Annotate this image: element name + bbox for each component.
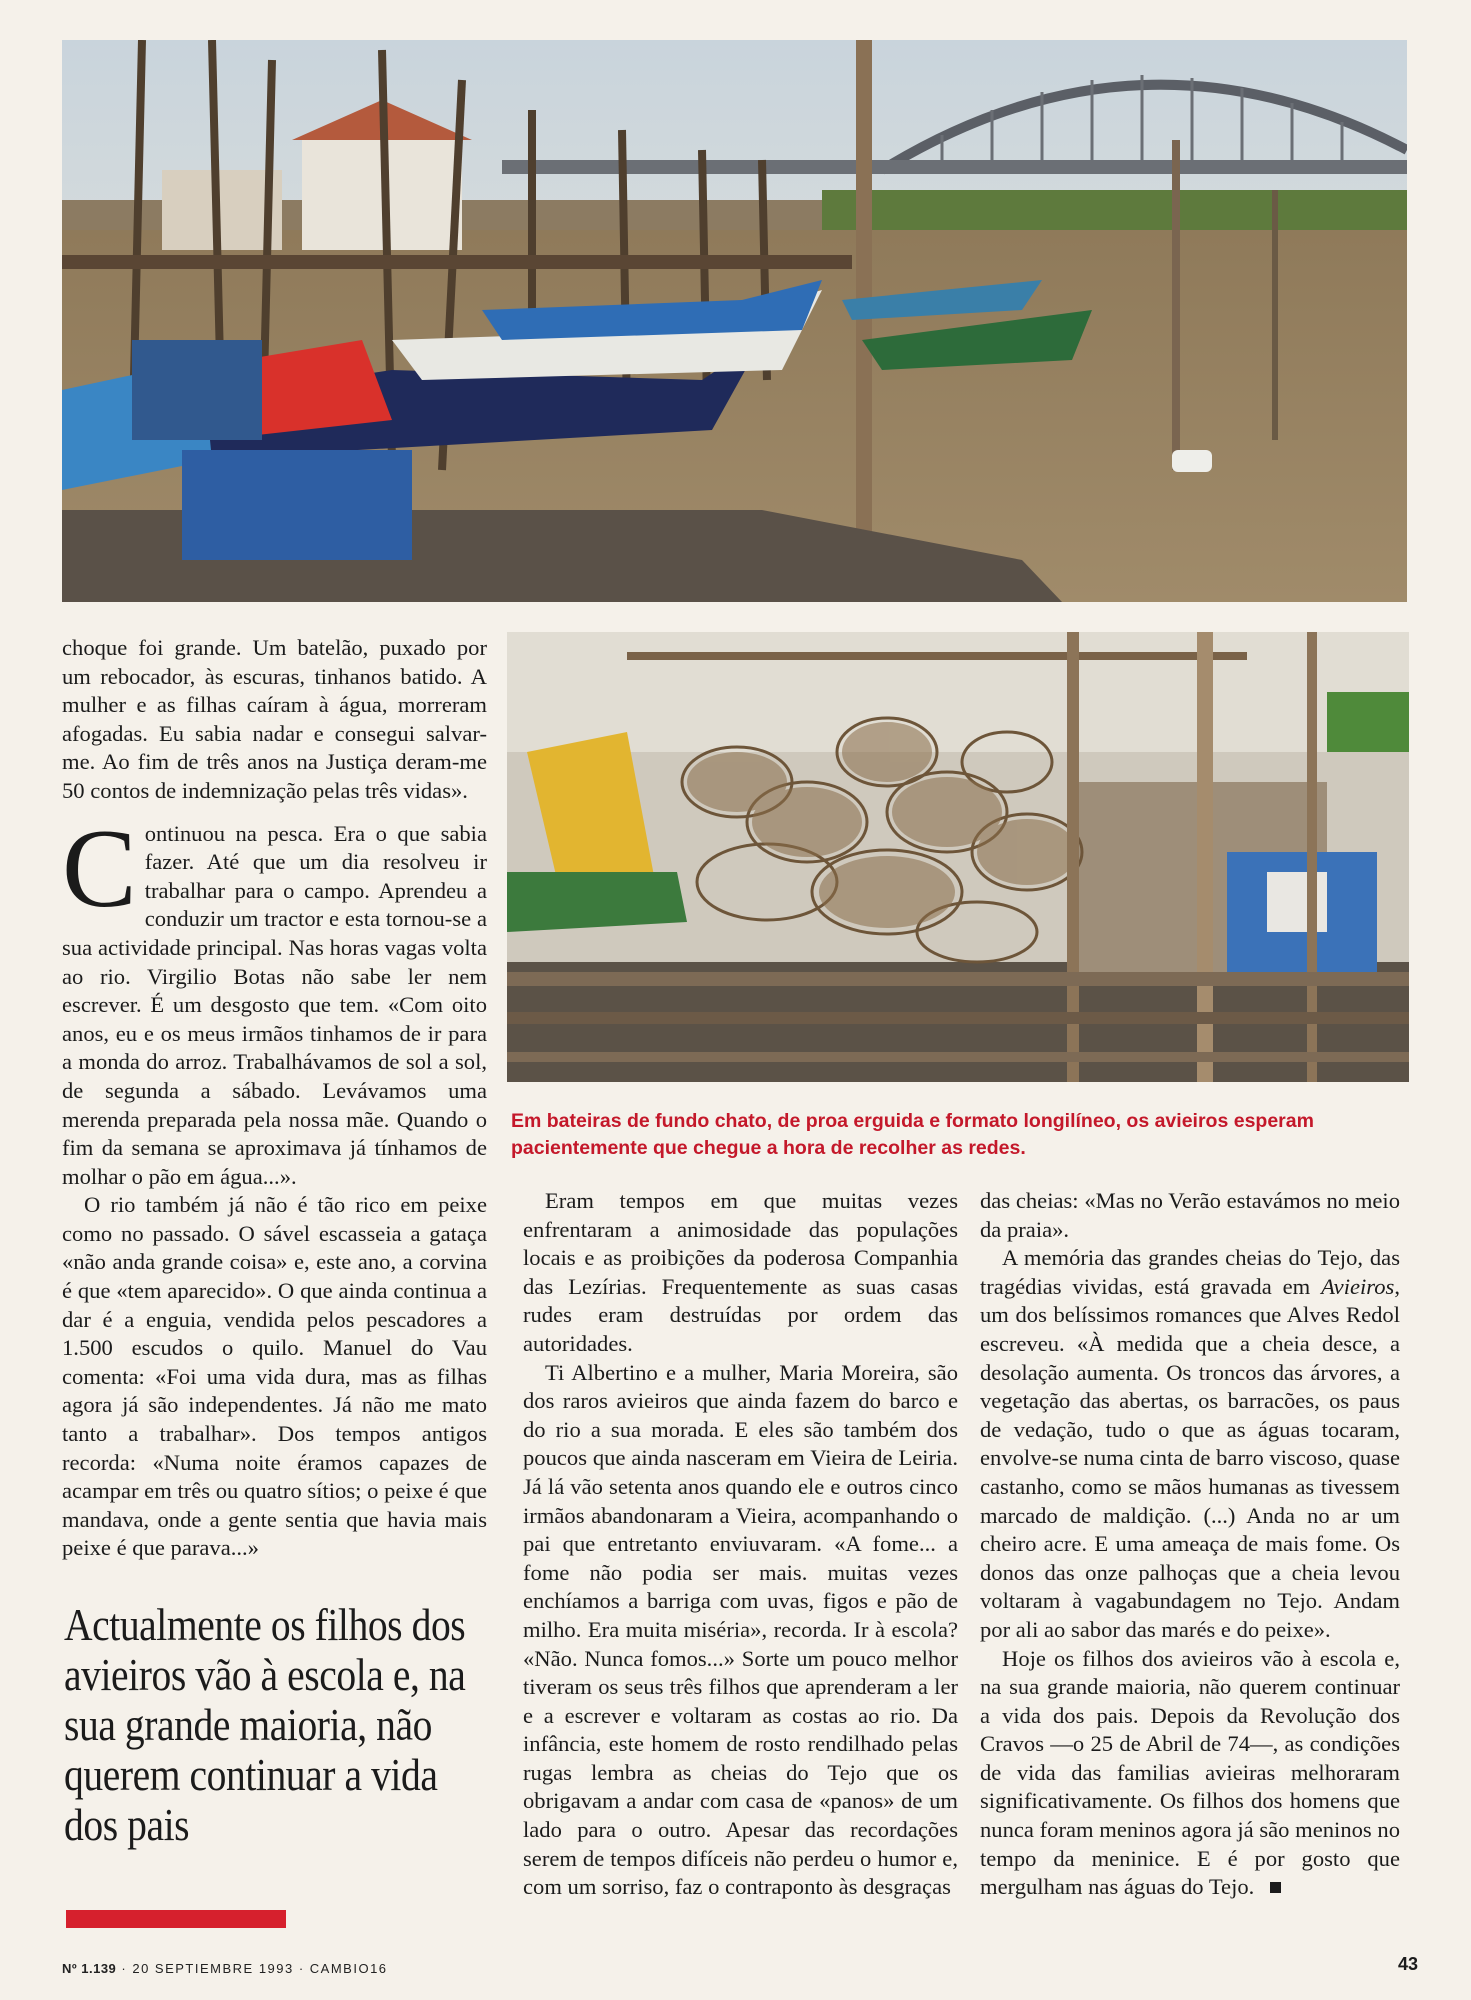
book-title: Avieiros [1321, 1273, 1395, 1299]
paragraph-text: ontinuou na pesca. Era o que sabia fazer. Até que um dia resolveu ir trabalhar para o campo. Aprendeu a conduzir um tractor e esta tornou-se a sua actividade principal. Nas horas vagas volta ao rio. Virgilio Botas não sabe ler nem escrever. É um desgosto que tem. «Com oito anos, eu e os meus irmãos tinhamos de ir para a monda do arroz. Trabalhávamos de sol a sol, de segunda a sábado. Levávamos uma merenda preparada pela nossa mãe. Quando o fim da semana se aproximava já tínhamos de molhar o pão em água...». [62, 820, 487, 1189]
paragraph: choque foi grande. Um batelão, puxado por um rebocador, às escuras, tinhanos batido. A mulher e as filhas caíram à água, morreram afogadas. Eu sabia nadar e consegui salvar-me. Ao fim de três anos na Justiça deram-me 50 contos de indemnização pelas três vidas». [62, 635, 487, 803]
paragraph: das cheias: «Mas no Verão estavámos no meio da praia». [980, 1188, 1400, 1242]
issue-number: Nº 1.139 [62, 1961, 117, 1976]
paragraph: O rio também já não é tão rico em peixe como no passado. O sável escasseia a gataça «não anda grande coisa» e, este ano, a corvina é que «tem aparecido». O que ainda continua a dar é a enguia, vendida pelos pescadores a 1.500 escudos o quilo. Manuel do Vau comenta: «Foi uma vida dura, mas as filhas agora já são independentes. Já não me mato tanto a trabalhar». Dos tempos antigos recorda: «Numa noite éramos capazes de acampar em três ou quatro sítios; o peixe é que mandava, onde a gente sentia que havia mais peixe é que parava...» [62, 1192, 487, 1561]
paragraph: Ti Albertino e a mulher, Maria Moreira, são dos raros avieiros que ainda fazem do barco e do rio a sua morada. E eles são também dos poucos que ainda nasceram em Vieira de Leiria. Já lá vão setenta anos quando ele e outros cinco irmãos abandonaram a Vieira, acompanhando o pai que entretanto enviuvaram. «A fome... a fome não podia ser mais. muitas vezes enchíamos a barriga com uvas, figos e pão de milho. Era muita miséria», recorda. Ir à escola? «Não. Nunca fomos...» Sorte um pouco melhor tiveram os seus três filhos que aprenderam a ler e a escrever e voltaram as costas ao rio. Da infância, este homem de rosto rendilhado pelas rugas lembra as cheias do Tejo que os obrigavam a andar com casa de «panos» de um lado para o outro. Apesar das recordações serem de tempos difíceis não perdeu o humor e, com um sorriso, faz o contraponto às desgraças [523, 1359, 958, 1900]
paragraph-with-dropcap [62, 806, 487, 1192]
harbor-photo-drawing [62, 40, 1407, 602]
accent-bar [66, 1910, 286, 1928]
photo-caption: Em bateiras de fundo chato, de proa erguida e formato longilíneo, os avieiros esperam pacientemente que chegue a hora de recolher as redes. [511, 1110, 1314, 1159]
article-column-right [980, 1187, 1400, 1902]
issue-date-magazine: · 20 SEPTIEMBRE 1993 · CAMBIO16 [121, 1961, 388, 1976]
traps-photo-drawing [507, 632, 1409, 1082]
paragraph [980, 1244, 1400, 1644]
drop-cap: C [62, 806, 137, 931]
paragraph [980, 1645, 1400, 1902]
paragraph-text: Hoje os filhos dos avieiros vão à escola e, na sua grande maioria, não querem continuar a vida dos pais. Depois da Revolução dos Cravos —o 25 de Abril de 74—, as condições de vida das familias avieiras melhoraram significativamente. Os filhos dos homens que nunca foram meninos agora já são meninos no tempo da meninice. E é por gosto que mergulham nas águas do Tejo. [980, 1645, 1400, 1900]
harbor-boats-bridge-photo [62, 40, 1407, 602]
article-column-middle [523, 1187, 958, 1902]
article-column-left [62, 634, 487, 1563]
paragraph: Eram tempos em que muitas vezes enfrentaram a animosidade das populações locais e as proibições da poderosa Companhia das Lezírias. Frequentemente as suas casas rudes eram destruídas por ordem das autoridades. [523, 1188, 958, 1356]
text-run: , um dos belíssimos romances que Alves Redol escreveu. «À medida que a cheia desce, a desolação aumenta. Os troncos das árvores, a vegetação das abertas, os barracões, os paus de vedação, tudo o que as águas tocaram, envolve-se numa cinta de barro viscoso, quase castanho, como se mãos humanas as tivessem marcado de maldição. (...) Anda no ar um cheiro acre. E uma ameaça de mais fome. Os donos das onze palhoças que a cheia levou voltaram à vagabundagem no Tejo. Andam por ali ao sabor das marés e do peixe». [980, 1273, 1400, 1642]
pull-quote: Actualmente os filhos dos avieiros vão à escola e, na sua grande maioria, não querem continuar a vida dos pais [64, 1599, 466, 1850]
page-footer [62, 1961, 388, 1976]
fishing-traps-photo [507, 632, 1409, 1082]
page-number: 43 [1398, 1954, 1419, 1974]
text-run: A memória das grandes cheias do Tejo, das tragédias vividas, está gravada em [980, 1245, 1400, 1299]
end-mark-icon [1270, 1882, 1281, 1893]
